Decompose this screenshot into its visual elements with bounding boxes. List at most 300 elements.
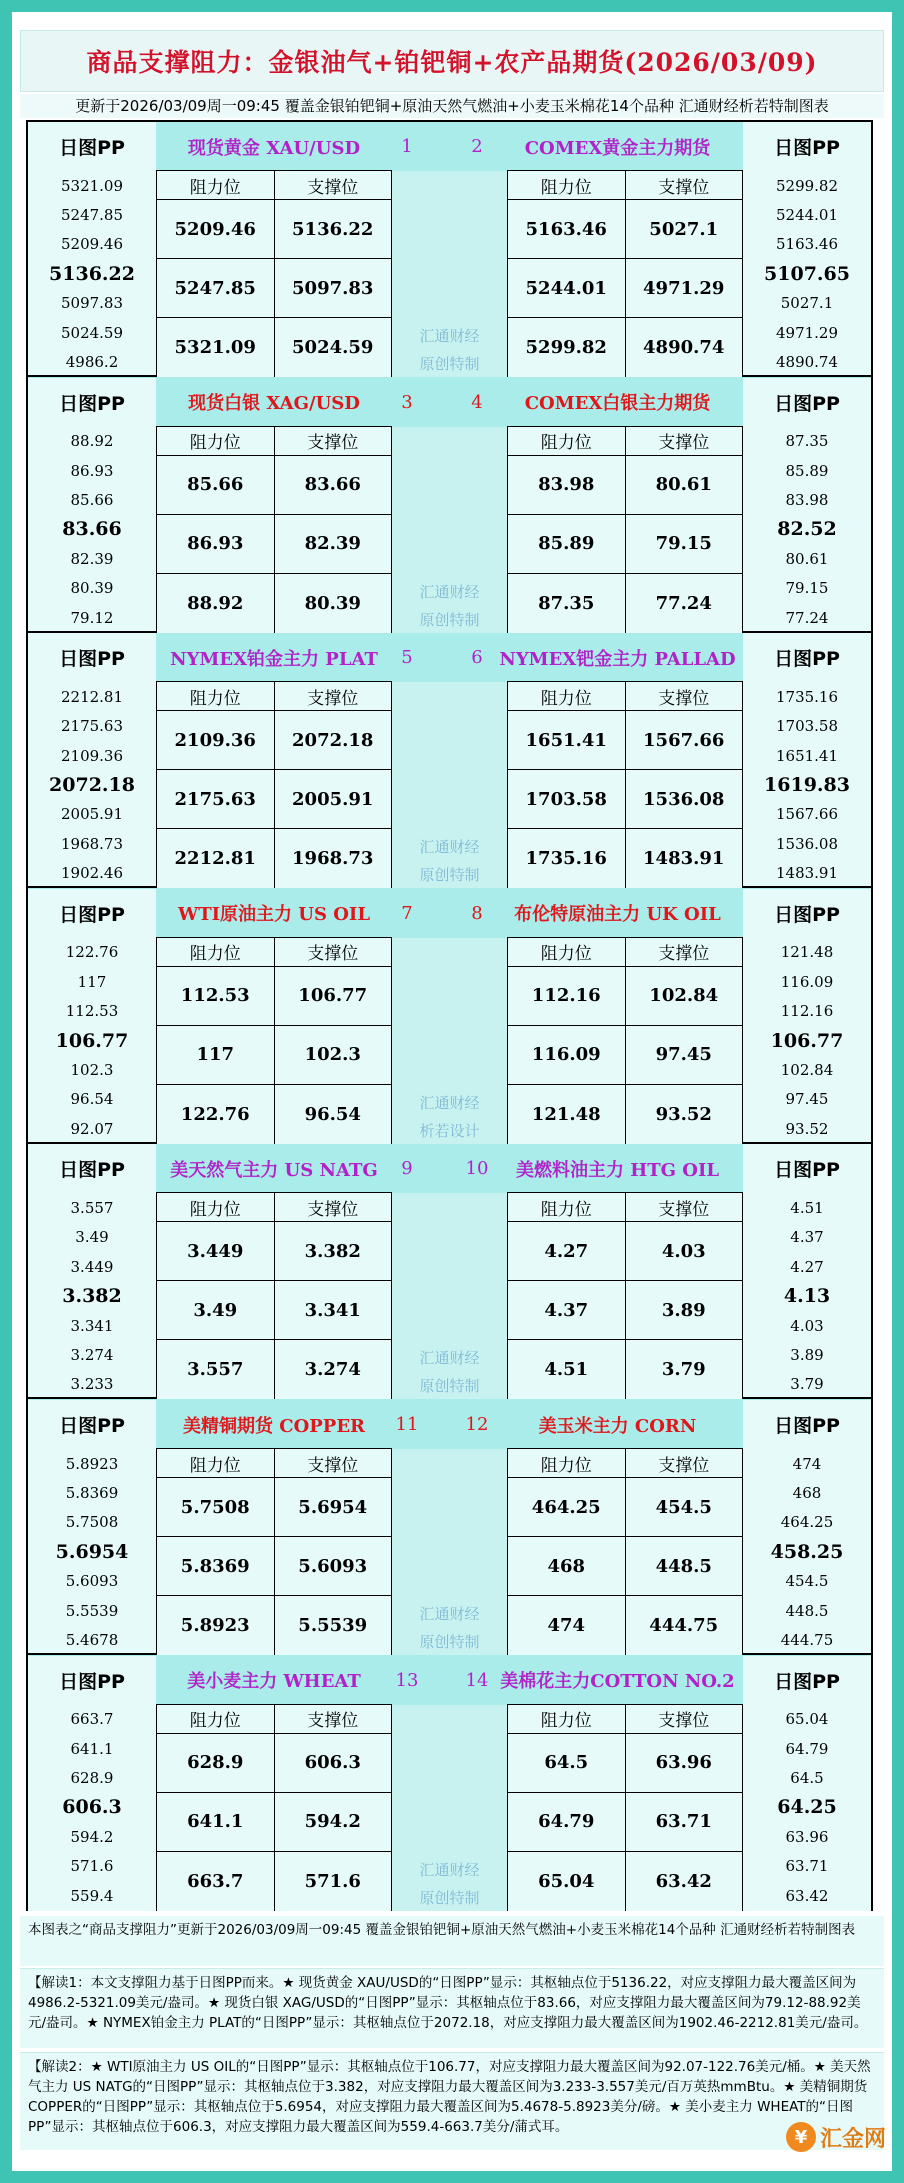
commodity-block bbox=[28, 1656, 871, 1911]
instrument-number: 2 bbox=[471, 136, 483, 157]
pp-header: 日图PP bbox=[59, 648, 125, 671]
pp-level-value: 468 bbox=[792, 1484, 822, 1503]
levels-table bbox=[507, 1192, 743, 1399]
pp-level-value: 63.42 bbox=[785, 1886, 829, 1905]
center-area bbox=[156, 633, 743, 886]
footer-summary: 本图表之“商品支撑阻力”更新于2026/03/09周一09:45 覆盖金银铂钯铜+原油天然气燃油+小麦玉米棉花14个品种 汇通财经析若特制图表 bbox=[20, 1916, 884, 1966]
resistance-cell: 86.93 bbox=[157, 515, 275, 573]
resistance-cell: 83.98 bbox=[508, 456, 626, 514]
pp-level-value: 93.52 bbox=[785, 1119, 829, 1138]
pp-level-value: 5321.09 bbox=[60, 176, 124, 195]
resistance-cell: 5247.85 bbox=[157, 259, 275, 317]
support-cell: 5.5539 bbox=[298, 1615, 368, 1636]
pp-level-value: 5.8369 bbox=[65, 1484, 119, 1503]
commodity-block bbox=[28, 889, 871, 1144]
table-row bbox=[157, 259, 391, 318]
center-area bbox=[156, 889, 743, 1142]
pp-level-value: 3.341 bbox=[70, 1316, 114, 1335]
resistance-cell: 5163.46 bbox=[508, 200, 626, 258]
pp-level-value: 4890.74 bbox=[775, 353, 839, 372]
instrument-number: 13 bbox=[395, 1669, 419, 1691]
pp-level-value: 97.45 bbox=[785, 1090, 829, 1109]
support-cell: 3.382 bbox=[304, 1240, 361, 1262]
pp-level-value: 1968.73 bbox=[60, 834, 124, 853]
pp-level-value: 4.27 bbox=[790, 1257, 824, 1276]
pp-level-value: 5.4678 bbox=[65, 1631, 119, 1650]
pivot-point-value: 5136.22 bbox=[49, 262, 135, 285]
instrument-name: 现货白银 XAG/USD bbox=[188, 393, 360, 415]
pp-level-value: 1536.08 bbox=[775, 834, 839, 853]
watermark-text: 原创特制 bbox=[419, 866, 480, 885]
interpretation-1: 【解读1：本文支撑阻力基于日图PP而来。★ 现货黄金 XAU/USD的“日图PP”显示：其枢轴点位于5136.22，对应支撑阻力最大覆盖区间为4986.2-5321.09美元/盎司。★ 现货白银 XAG/USD的“日图PP”显示：其枢轴点位于83.66，对应支撑阻力最大覆盖区间为79.12-88.92美元/盎司。★ NYMEX铂金主力 PLAT的“日图PP”显示：其枢轴点位于2072.18，对应支撑阻力最大覆盖区间为1902.46-2212.81美元/盎司。 bbox=[20, 1968, 884, 2048]
pp-level-value: 448.5 bbox=[785, 1601, 829, 1620]
table-header bbox=[508, 170, 742, 200]
levels-table bbox=[507, 681, 743, 888]
pp-level-value: 464.25 bbox=[780, 1513, 834, 1532]
center-area bbox=[156, 1656, 743, 1911]
resistance-cell: 5209.46 bbox=[157, 200, 275, 258]
table-row bbox=[157, 1537, 391, 1596]
support-cell: 5097.83 bbox=[292, 277, 374, 299]
table-header bbox=[508, 1448, 742, 1478]
table-row bbox=[508, 1281, 742, 1340]
watermark-area bbox=[392, 1193, 507, 1399]
pp-level-value: 1567.66 bbox=[775, 805, 839, 824]
resistance-header: 阻力位 bbox=[157, 1705, 275, 1733]
levels-table bbox=[156, 937, 392, 1144]
instrument-name: 美棉花主力COTTON NO.2 bbox=[500, 1671, 735, 1693]
resistance-cell: 5.7508 bbox=[157, 1478, 275, 1536]
pivot-point-value: 82.52 bbox=[777, 518, 837, 541]
table-row bbox=[508, 318, 742, 377]
support-cell: 3.79 bbox=[661, 1359, 706, 1381]
pp-column-right bbox=[743, 1656, 871, 1911]
resistance-cell: 112.16 bbox=[508, 967, 626, 1025]
support-cell: 102.3 bbox=[304, 1044, 361, 1066]
pp-level-value: 5244.01 bbox=[775, 206, 839, 225]
pp-level-value: 3.49 bbox=[75, 1228, 109, 1247]
pp-level-value: 3.449 bbox=[70, 1257, 114, 1276]
table-row bbox=[508, 1340, 742, 1399]
table-row bbox=[157, 574, 391, 633]
table-row bbox=[157, 1281, 391, 1340]
pp-column-right bbox=[743, 889, 871, 1142]
resistance-cell: 1735.16 bbox=[508, 829, 626, 888]
instrument-number: 8 bbox=[471, 902, 483, 924]
logo-icon: ¥ bbox=[786, 2122, 816, 2152]
pp-level-value: 2175.63 bbox=[60, 717, 124, 736]
instrument-name: 美精铜期货 COPPER bbox=[182, 1415, 366, 1437]
table-row bbox=[157, 829, 391, 888]
site-logo bbox=[786, 2120, 886, 2154]
table-header bbox=[508, 681, 742, 711]
table-row bbox=[157, 456, 391, 515]
levels-table bbox=[507, 1448, 743, 1655]
support-cell: 2072.18 bbox=[292, 729, 374, 751]
resistance-cell: 112.53 bbox=[157, 967, 275, 1025]
resistance-cell: 122.76 bbox=[157, 1085, 275, 1144]
pp-level-value: 83.98 bbox=[785, 491, 829, 510]
watermark-area bbox=[392, 1705, 507, 1911]
instrument-name: 美小麦主力 WHEAT bbox=[187, 1671, 361, 1693]
resistance-cell: 3.557 bbox=[157, 1340, 275, 1399]
instrument-number: 1 bbox=[401, 136, 413, 157]
pp-level-value: 63.96 bbox=[785, 1827, 829, 1846]
resistance-cell: 2109.36 bbox=[157, 711, 275, 769]
pp-level-value: 5.5539 bbox=[65, 1601, 119, 1620]
support-cell: 606.3 bbox=[304, 1752, 361, 1774]
resistance-header: 阻力位 bbox=[157, 938, 275, 966]
resistance-header: 阻力位 bbox=[157, 1193, 275, 1221]
pivot-point-value: 1619.83 bbox=[764, 774, 850, 797]
instrument-number: 3 bbox=[401, 391, 413, 413]
resistance-header: 阻力位 bbox=[508, 1193, 626, 1221]
pp-header: 日图PP bbox=[59, 392, 125, 415]
pivot-point-value: 3.382 bbox=[62, 1285, 122, 1308]
resistance-header: 阻力位 bbox=[508, 427, 626, 455]
support-header: 支撑位 bbox=[307, 1455, 359, 1476]
support-cell: 3.341 bbox=[304, 1299, 361, 1321]
support-cell: 2005.91 bbox=[292, 788, 374, 810]
support-cell: 5.6954 bbox=[298, 1496, 368, 1518]
watermark-text: 原创特制 bbox=[419, 355, 480, 373]
resistance-cell: 3.449 bbox=[157, 1222, 275, 1280]
watermark-text: 汇通财经 bbox=[419, 327, 480, 345]
table-header bbox=[157, 426, 391, 456]
watermark-area bbox=[392, 427, 507, 633]
support-cell: 1536.08 bbox=[643, 788, 725, 810]
support-cell: 3.89 bbox=[661, 1299, 706, 1321]
table-row bbox=[508, 259, 742, 318]
center-area bbox=[156, 1400, 743, 1653]
table-header bbox=[508, 1192, 742, 1222]
support-cell: 96.54 bbox=[304, 1103, 361, 1125]
commodity-block bbox=[28, 122, 871, 377]
pivot-point-value: 106.77 bbox=[55, 1029, 129, 1052]
table-header bbox=[508, 1704, 742, 1734]
levels-table bbox=[507, 937, 743, 1144]
pp-level-value: 5027.1 bbox=[780, 294, 834, 313]
pp-level-value: 5097.83 bbox=[60, 294, 124, 313]
support-cell: 63.96 bbox=[655, 1752, 712, 1774]
table-row bbox=[508, 711, 742, 770]
instrument-number: 5 bbox=[401, 647, 413, 669]
resistance-cell: 641.1 bbox=[157, 1793, 275, 1851]
pp-level-value: 4971.29 bbox=[775, 323, 839, 342]
support-cell: 454.5 bbox=[655, 1496, 712, 1518]
resistance-cell: 87.35 bbox=[508, 574, 626, 633]
table-header bbox=[157, 1448, 391, 1478]
pivot-point-value: 83.66 bbox=[62, 518, 122, 541]
table-row bbox=[508, 770, 742, 829]
support-cell: 1968.73 bbox=[292, 848, 374, 870]
pp-level-value: 4.37 bbox=[790, 1228, 824, 1247]
pp-header: 日图PP bbox=[774, 903, 840, 926]
table-row bbox=[157, 1478, 391, 1537]
pp-level-value: 1902.46 bbox=[60, 864, 124, 883]
pp-level-value: 80.39 bbox=[70, 579, 114, 598]
resistance-header: 阻力位 bbox=[508, 938, 626, 966]
pp-level-value: 112.53 bbox=[65, 1002, 119, 1021]
pp-level-value: 594.2 bbox=[70, 1827, 114, 1846]
watermark-area bbox=[392, 171, 507, 377]
instrument-name: COMEX白银主力期货 bbox=[524, 393, 711, 415]
pp-level-value: 454.5 bbox=[785, 1572, 829, 1591]
pp-level-value: 122.76 bbox=[65, 943, 119, 962]
page-subtitle: 更新于2026/03/09周一09:45 覆盖金银铂钯铜+原油天然气燃油+小麦玉米棉花14个品种 汇通财经析若特制图表 bbox=[20, 94, 884, 118]
pp-level-value: 5024.59 bbox=[60, 323, 124, 342]
pp-header: 日图PP bbox=[774, 1670, 840, 1693]
logo-text: 汇金网 bbox=[820, 2126, 887, 2152]
resistance-cell: 2212.81 bbox=[157, 829, 275, 888]
pp-header: 日图PP bbox=[59, 1670, 125, 1693]
resistance-cell: 5.8923 bbox=[157, 1596, 275, 1655]
pp-column-left bbox=[28, 378, 156, 631]
support-cell: 77.24 bbox=[655, 592, 712, 614]
table-header bbox=[157, 937, 391, 967]
pp-column-right bbox=[743, 378, 871, 631]
support-cell: 106.77 bbox=[298, 985, 368, 1007]
pp-column-left bbox=[28, 122, 156, 375]
support-cell: 571.6 bbox=[304, 1870, 361, 1892]
levels-grid bbox=[26, 120, 873, 1911]
pp-level-value: 65.04 bbox=[785, 1710, 829, 1729]
pp-level-value: 4.03 bbox=[790, 1316, 824, 1335]
watermark-text: 汇通财经 bbox=[419, 838, 480, 857]
resistance-cell: 88.92 bbox=[157, 574, 275, 633]
table-row bbox=[157, 1026, 391, 1085]
support-header: 支撑位 bbox=[307, 1199, 359, 1220]
instrument-name: 美天然气主力 US NATG bbox=[170, 1159, 378, 1181]
table-row bbox=[157, 515, 391, 574]
watermark-text: 析若设计 bbox=[419, 1121, 480, 1140]
support-cell: 82.39 bbox=[304, 533, 361, 555]
table-row bbox=[157, 1222, 391, 1281]
resistance-cell: 65.04 bbox=[508, 1852, 626, 1911]
pp-level-value: 5247.85 bbox=[60, 206, 124, 225]
table-row bbox=[157, 1340, 391, 1399]
pp-column-right bbox=[743, 1400, 871, 1653]
table-row bbox=[508, 1596, 742, 1655]
table-row bbox=[508, 1085, 742, 1144]
levels-table bbox=[507, 426, 743, 633]
levels-table bbox=[156, 1704, 392, 1911]
pp-level-value: 1735.16 bbox=[775, 687, 839, 706]
table-header bbox=[157, 1704, 391, 1734]
pp-header: 日图PP bbox=[774, 137, 840, 159]
table-row bbox=[508, 1734, 742, 1793]
pp-level-value: 3.89 bbox=[790, 1346, 824, 1365]
table-row bbox=[508, 1537, 742, 1596]
support-cell: 80.61 bbox=[655, 474, 712, 496]
pp-header: 日图PP bbox=[774, 1159, 840, 1182]
table-row bbox=[157, 200, 391, 259]
pivot-point-value: 606.3 bbox=[62, 1796, 122, 1819]
instrument-name: NYMEX钯金主力 PALLAD bbox=[499, 648, 736, 670]
pp-level-value: 96.54 bbox=[70, 1090, 114, 1109]
table-row bbox=[508, 515, 742, 574]
pp-level-value: 85.66 bbox=[70, 491, 114, 510]
watermark-text: 汇通财经 bbox=[419, 1093, 480, 1112]
instrument-name: COMEX黄金主力期货 bbox=[524, 137, 711, 159]
resistance-cell: 628.9 bbox=[157, 1734, 275, 1792]
pp-level-value: 79.15 bbox=[785, 579, 829, 598]
instrument-name: 布伦特原油主力 UK OIL bbox=[514, 904, 721, 926]
table-row bbox=[157, 1852, 391, 1911]
pp-column-right bbox=[743, 633, 871, 886]
support-header: 支撑位 bbox=[307, 688, 359, 709]
pp-header: 日图PP bbox=[59, 1159, 125, 1182]
support-header: 支撑位 bbox=[658, 1711, 710, 1732]
resistance-header: 阻力位 bbox=[508, 682, 626, 710]
interpretation-2: 【解读2：★ WTI原油主力 US OIL的“日图PP”显示：其枢轴点位于106.77，对应支撑阻力最大覆盖区间为92.07-122.76美元/桶。★ 美天然气主力 US NATG的“日图PP”显示：其枢轴点位于3.382，对应支撑阻力最大覆盖区间为3.233-3.557美元/百万英热mmBtu。★ 美精铜期货 COPPER的“日图PP”显示：其枢轴点位于5.6954，对应支撑阻力最大覆盖区间为5.4678-5.8923美分/磅。★ 美小麦主力 WHEAT的“日图PP”显示：其枢轴点位于606.3，对应支撑阻力最大覆盖区间为559.4-663.7美分/蒲式耳。 bbox=[20, 2052, 884, 2150]
support-cell: 102.84 bbox=[649, 985, 719, 1007]
pp-level-value: 3.233 bbox=[70, 1375, 114, 1394]
levels-table bbox=[156, 1448, 392, 1655]
pivot-point-value: 458.25 bbox=[770, 1540, 844, 1563]
watermark-text: 原创特制 bbox=[419, 1377, 480, 1396]
pp-level-value: 64.5 bbox=[790, 1769, 824, 1788]
pp-level-value: 82.39 bbox=[70, 549, 114, 568]
table-row bbox=[157, 967, 391, 1026]
pivot-point-value: 4.13 bbox=[783, 1285, 831, 1308]
pp-column-left bbox=[28, 633, 156, 886]
support-cell: 93.52 bbox=[655, 1103, 712, 1125]
watermark-text: 汇通财经 bbox=[419, 582, 480, 601]
table-row bbox=[508, 456, 742, 515]
resistance-cell: 464.25 bbox=[508, 1478, 626, 1536]
support-cell: 79.15 bbox=[655, 533, 712, 555]
pp-header: 日图PP bbox=[774, 648, 840, 671]
resistance-cell: 85.66 bbox=[157, 456, 275, 514]
center-area bbox=[156, 378, 743, 631]
table-row bbox=[508, 1222, 742, 1281]
resistance-header: 阻力位 bbox=[508, 1449, 626, 1477]
support-cell: 3.274 bbox=[304, 1359, 361, 1381]
pivot-point-value: 5.6954 bbox=[55, 1540, 129, 1563]
pp-level-value: 2212.81 bbox=[60, 687, 124, 706]
support-header: 支撑位 bbox=[307, 1711, 359, 1732]
pp-level-value: 641.1 bbox=[70, 1739, 114, 1758]
resistance-cell: 5299.82 bbox=[508, 318, 626, 377]
support-header: 支撑位 bbox=[307, 944, 359, 965]
support-cell: 83.66 bbox=[304, 474, 361, 496]
support-header: 支撑位 bbox=[307, 433, 359, 454]
pp-column-left bbox=[28, 1656, 156, 1911]
resistance-cell: 121.48 bbox=[508, 1085, 626, 1144]
pp-level-value: 88.92 bbox=[70, 432, 114, 451]
pp-level-value: 5.7508 bbox=[65, 1513, 119, 1532]
pp-level-value: 102.84 bbox=[780, 1061, 834, 1080]
commodity-block bbox=[28, 1144, 871, 1399]
instrument-number: 14 bbox=[465, 1669, 489, 1691]
pp-header: 日图PP bbox=[59, 903, 125, 926]
pp-level-value: 2005.91 bbox=[60, 805, 124, 824]
support-cell: 4890.74 bbox=[643, 337, 725, 358]
pp-level-value: 85.89 bbox=[785, 461, 829, 480]
support-cell: 5136.22 bbox=[292, 218, 374, 240]
pp-level-value: 3.557 bbox=[70, 1199, 114, 1218]
pp-level-value: 628.9 bbox=[70, 1769, 114, 1788]
table-row bbox=[508, 574, 742, 633]
watermark-text: 汇通财经 bbox=[419, 1605, 480, 1623]
table-row bbox=[508, 200, 742, 259]
resistance-cell: 5.8369 bbox=[157, 1537, 275, 1595]
instrument-number: 4 bbox=[471, 391, 483, 413]
support-cell: 1483.91 bbox=[643, 848, 725, 870]
table-row bbox=[508, 967, 742, 1026]
pp-column-left bbox=[28, 1400, 156, 1653]
table-row bbox=[508, 1852, 742, 1911]
support-cell: 594.2 bbox=[304, 1811, 361, 1833]
pp-level-value: 559.4 bbox=[70, 1886, 114, 1905]
pp-header: 日图PP bbox=[774, 1415, 840, 1437]
resistance-cell: 663.7 bbox=[157, 1852, 275, 1911]
pp-level-value: 5163.46 bbox=[775, 235, 839, 254]
pp-level-value: 64.79 bbox=[785, 1739, 829, 1758]
resistance-cell: 468 bbox=[508, 1537, 626, 1595]
pp-level-value: 121.48 bbox=[780, 943, 834, 962]
resistance-cell: 1703.58 bbox=[508, 770, 626, 828]
instrument-name: 美玉米主力 CORN bbox=[538, 1415, 697, 1437]
resistance-header: 阻力位 bbox=[157, 682, 275, 710]
pp-header: 日图PP bbox=[59, 1415, 125, 1437]
pp-level-value: 2109.36 bbox=[60, 746, 124, 765]
levels-table bbox=[156, 170, 392, 377]
pp-level-value: 117 bbox=[77, 972, 107, 991]
resistance-cell: 2175.63 bbox=[157, 770, 275, 828]
resistance-cell: 3.49 bbox=[157, 1281, 275, 1339]
support-header: 支撑位 bbox=[658, 1199, 710, 1220]
pp-level-value: 102.3 bbox=[70, 1061, 114, 1080]
levels-table bbox=[156, 681, 392, 888]
pp-header: 日图PP bbox=[774, 392, 840, 415]
resistance-cell: 4.27 bbox=[508, 1222, 626, 1280]
resistance-header: 阻力位 bbox=[157, 1449, 275, 1477]
resistance-cell: 5321.09 bbox=[157, 318, 275, 377]
resistance-cell: 1651.41 bbox=[508, 711, 626, 769]
resistance-cell: 64.79 bbox=[508, 1793, 626, 1851]
watermark-text: 原创特制 bbox=[419, 1633, 480, 1651]
pp-level-value: 4.51 bbox=[790, 1199, 824, 1218]
pp-column-right bbox=[743, 1144, 871, 1397]
pp-level-value: 3.274 bbox=[70, 1346, 114, 1365]
levels-table bbox=[507, 170, 743, 377]
watermark-area bbox=[392, 1449, 507, 1655]
instrument-number: 6 bbox=[471, 647, 483, 669]
instrument-name: 现货黄金 XAU/USD bbox=[187, 137, 361, 159]
support-cell: 80.39 bbox=[304, 592, 361, 614]
support-cell: 5024.59 bbox=[292, 337, 374, 358]
pp-level-value: 1703.58 bbox=[775, 717, 839, 736]
resistance-cell: 117 bbox=[157, 1026, 275, 1084]
commodity-block bbox=[28, 1400, 871, 1655]
watermark-text: 汇通财经 bbox=[419, 1349, 480, 1368]
pp-level-value: 1651.41 bbox=[775, 746, 839, 765]
levels-table bbox=[156, 1192, 392, 1399]
watermark-text: 原创特制 bbox=[419, 1888, 480, 1907]
levels-table bbox=[156, 426, 392, 633]
table-header bbox=[157, 1192, 391, 1222]
support-header: 支撑位 bbox=[307, 177, 359, 198]
pp-level-value: 63.71 bbox=[785, 1857, 829, 1876]
support-cell: 63.71 bbox=[655, 1811, 712, 1833]
pp-level-value: 86.93 bbox=[70, 461, 114, 480]
commodity-block bbox=[28, 633, 871, 888]
levels-table bbox=[507, 1704, 743, 1911]
instrument-number: 7 bbox=[401, 902, 413, 924]
pp-column-left bbox=[28, 889, 156, 1142]
